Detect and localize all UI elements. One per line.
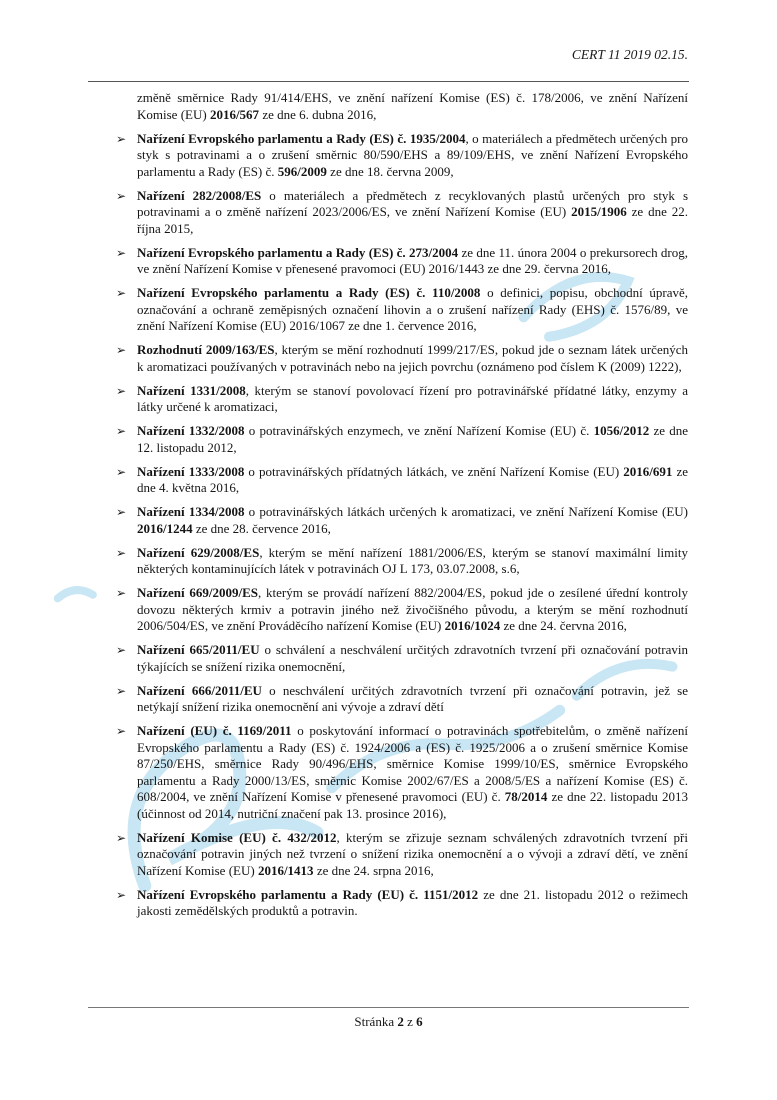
paragraph-text: ze dne 12. listopadu 2012, xyxy=(137,423,689,455)
list-bullet-icon: ➢ xyxy=(116,464,127,479)
document-body xyxy=(90,90,688,927)
list-item xyxy=(90,642,688,675)
paragraph-text: ze dne 28. července 2016, xyxy=(192,520,331,536)
footer-page-total: 6 xyxy=(416,1014,423,1029)
footer-label: Stránka xyxy=(354,1014,398,1029)
list-item xyxy=(90,504,688,537)
regulation-name: Nařízení 282/2008/ES xyxy=(137,187,262,203)
list-bullet-icon: ➢ xyxy=(116,505,127,519)
regulation-name: 2016/1024 xyxy=(444,618,501,633)
paragraph-text: o neschválení určitých zdravotních tvrzení při označování potravin, jež se netýkají snížení rizika onemocnění ani vývoje a zdraví dětí xyxy=(137,682,688,714)
regulation-name: 1056/2012 xyxy=(593,423,650,438)
list-item xyxy=(90,585,688,635)
regulation-name: Nařízení Evropského parlamentu a Rady (ES) č. 273/2004 xyxy=(137,244,459,260)
list-item xyxy=(90,464,688,497)
regulation-name: Nařízení 629/2008/ES xyxy=(137,544,260,560)
regulation-name: 2016/691 xyxy=(623,463,673,479)
list-item xyxy=(90,245,688,278)
regulation-name: Nařízení (EU) č. 1169/2011 xyxy=(137,723,292,738)
regulation-name: 2016/1413 xyxy=(257,862,314,878)
list-item xyxy=(90,383,688,416)
list-bullet-icon: ➢ xyxy=(116,383,127,398)
regulation-name: Nařízení 1333/2008 xyxy=(137,463,245,479)
regulation-name: Nařízení 1331/2008 xyxy=(137,382,246,398)
regulation-name: 596/2009 xyxy=(277,163,327,179)
regulation-name: Nařízení 1332/2008 xyxy=(137,423,245,438)
paragraph-text: ze dne 24. června 2016, xyxy=(500,618,627,633)
paragraph-text: o materiálech a předmětech z recyklovaných plastů určených pro styk s potravinami a o změně nařízení 2023/2006/ES, ve znění Nařízení Komise (EU) xyxy=(137,187,688,219)
regulation-name: Nařízení Evropského parlamentu a Rady (ES) č. 1935/2004 xyxy=(137,130,466,146)
footer-page-number: 2 xyxy=(397,1014,404,1029)
paragraph-text: ze dne 22. listopadu 2013 (účinnost od 2014, nutriční značení pak 13. prosince 2016), xyxy=(137,789,688,821)
regulation-name: 2016/1244 xyxy=(137,520,193,536)
regulation-name: Nařízení 665/2011/EU xyxy=(137,642,260,657)
paragraph-text: ze dne 18. června 2009, xyxy=(326,163,454,179)
list-bullet-icon: ➢ xyxy=(116,643,127,657)
paragraph-text: ze dne 21. listopadu 2012 o režimech jakosti zemědělských produktů a potravin. xyxy=(137,886,688,918)
paragraph-text: ze dne 24. srpna 2016, xyxy=(313,862,434,878)
regulation-name: 78/2014 xyxy=(504,789,548,804)
paragraph-text: , kterým se zřizuje seznam schválených zdravotních tvrzení při označování potravin jiných než tvrzení o snížení rizika onemocnění a o vývoji a zdraví dětí, ve znění Nařízení Komise (EU) xyxy=(137,829,688,878)
list-bullet-icon: ➢ xyxy=(116,887,127,902)
paragraph-text: o definici, popisu, obchodní úpravě, označování a ochraně zeměpisných označení lihovin a o zrušení nařízení Rady (EHS) č. 1576/89, ve znění Nařízení Komise (EU) 2016/1067 ze dne 1. července 2016, xyxy=(137,285,688,333)
paragraph-text: , kterým se provádí nařízení 882/2004/ES, pokud jde o zesílené úřední kontroly dovozu některých krmiv a potravin jiného než živočišného původu, a kterým se mění rozhodnutí 2006/504/ES, ve znění Prováděcího nařízení Komise (EU) xyxy=(137,585,688,633)
regulation-name: 2015/1906 xyxy=(571,204,627,219)
paragraph-text: ze dne 4. května 2016, xyxy=(137,463,688,495)
header-divider xyxy=(88,81,689,82)
list-bullet-icon: ➢ xyxy=(116,586,127,600)
paragraph-text: ze dne 11. února 2004 o prekursorech drog, ve znění Nařízení Komise v přenesené pravomoci (EU) 2016/1443 ze dne 29. června 2016, xyxy=(137,244,688,276)
regulation-name: Rozhodnutí 2009/163/ES xyxy=(137,342,275,357)
paragraph-text: o potravinářských enzymech, ve znění Nařízení Komise (EU) č. xyxy=(244,423,594,438)
paragraph-text: o potravinářských přídatných látkách, ve znění Nařízení Komise (EU) xyxy=(244,463,624,479)
paragraph-text: o schválení a neschválení určitých zdravotních tvrzení při označování potravin týkajících se snížení rizika onemocnění, xyxy=(137,642,689,674)
regulation-name: 2016/567 xyxy=(209,106,260,122)
regulation-name: Nařízení 666/2011/EU xyxy=(137,682,262,698)
list-item xyxy=(90,887,688,920)
list-item xyxy=(90,830,688,880)
list-bullet-icon: ➢ xyxy=(116,188,127,203)
list-bullet-icon: ➢ xyxy=(116,131,127,146)
paragraph-text: o poskytování informací o potravinách spotřebitelům, o změně nařízení Evropského parlamentu a Rady (ES) č. 1924/2006 a (ES) č. 1925/2006 a o zrušení směrnice Komise 87/250/EHS, směrnice Rady 90/496/EHS, směrnice Komise 1999/10/ES, směrnice Evropského parlamentu a Rady 2000/13/ES, směrnic Komise 2002/67/ES a 2008/5/ES a nařízení Komise (ES) č. 608/2004, ve znění Nařízení Komise v přenesené pravomoci (EU) č. xyxy=(137,723,688,804)
paragraph-text: změně směrnice Rady 91/414/EHS, ve znění nařízení Komise (ES) č. 178/2006, ve znění Nařízení Komise (EU) xyxy=(137,90,688,122)
list-item xyxy=(90,285,688,335)
paragraph xyxy=(90,90,688,123)
regulation-name: Nařízení Komise (EU) č. 432/2012 xyxy=(137,829,337,845)
paragraph-text: , kterým se mění rozhodnutí 1999/217/ES, pokud jde o seznam látek určených k aromatizaci používaných v potravinách nebo na jejich povrchu (oznámeno pod číslem K (2009) 1222), xyxy=(137,342,688,374)
list-item xyxy=(90,723,688,822)
regulation-name: Nařízení 669/2009/ES xyxy=(137,585,259,600)
list-bullet-icon: ➢ xyxy=(116,724,127,738)
paragraph-text: ze dne 6. dubna 2016, xyxy=(259,106,377,122)
list-item xyxy=(90,342,688,375)
paragraph-text: , kterým se stanoví povolovací řízení pro potravinářské přídatné látky, enzymy a látky určené k aromatizaci, xyxy=(137,382,688,414)
list-item xyxy=(90,423,688,456)
list-bullet-icon: ➢ xyxy=(116,683,127,698)
paragraph-text: , o materiálech a předmětech určených pro styk s potravinami a o zrušení směrnic 80/590/EHS a 89/109/EHS, ve znění Nařízení Evropského parlamentu a Rady (ES) č. xyxy=(137,130,688,179)
document-reference: CERT 11 2019 02.15. xyxy=(571,47,688,62)
paragraph-text: , kterým se mění nařízení 1881/2006/ES, kterým se stanoví maximální limity některých kontaminujících látek v potravinách OJ L 173, 03.07.2008, s.6, xyxy=(137,544,689,576)
list-item xyxy=(90,683,688,716)
page-footer xyxy=(0,1014,777,1030)
list-bullet-icon: ➢ xyxy=(116,245,127,260)
paragraph-text: ze dne 22. října 2015, xyxy=(137,204,688,236)
list-bullet-icon: ➢ xyxy=(116,343,127,357)
list-bullet-icon: ➢ xyxy=(116,424,127,438)
list-bullet-icon: ➢ xyxy=(116,545,127,560)
footer-divider xyxy=(88,1007,689,1008)
regulation-name: Nařízení Evropského parlamentu a Rady (ES) č. 110/2008 xyxy=(137,285,481,300)
list-bullet-icon: ➢ xyxy=(116,286,127,300)
regulation-name: Nařízení Evropského parlamentu a Rady (EU) č. 1151/2012 xyxy=(137,886,479,902)
paragraph-text: o potravinářských látkách určených k aromatizaci, ve znění Nařízení Komise (EU) xyxy=(244,504,689,519)
list-bullet-icon: ➢ xyxy=(116,830,127,845)
list-item xyxy=(90,545,688,578)
list-item xyxy=(90,131,688,181)
list-item xyxy=(90,188,688,238)
regulation-name: Nařízení 1334/2008 xyxy=(137,504,245,519)
footer-separator: z xyxy=(403,1014,417,1029)
